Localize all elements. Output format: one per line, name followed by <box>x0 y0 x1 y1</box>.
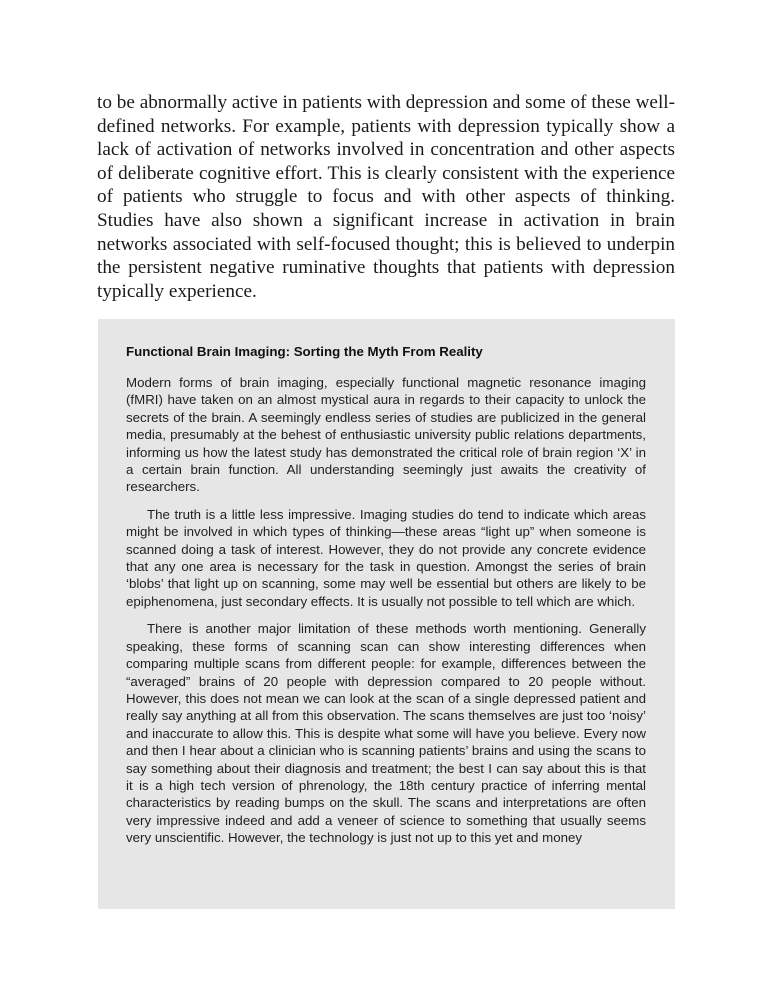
sidebar-paragraph-3: There is another major limitation of these methods worth mentioning. Generally speaking, these forms of scanning scan can show interesting differences when comparing multiple scans from different people: for example, differences between the “averaged” brains of 20 people with depression compared to 20 people without. However, this does not mean we can look at the scan of a single depressed patient and really say anything at all from this observation. The scans themselves are just too ‘noisy’ and inaccurate to allow this. This is despite what some will have you believe. Every now and then I hear about a clinician who is scanning patients’ brains and using the scans to say something about their diagnosis and treatment; the best I can say about this is that it is a high tech version of phrenology, the 18th century practice of inferring mental characteristics by reading bumps on the skull. The scans and interpretations are often very impressive indeed and add a veneer of science to something that usually seems very unscientific. However, the technology is just not up to this yet and money <box>126 621 646 846</box>
sidebar-title: Functional Brain Imaging: Sorting the Myth From Reality <box>126 344 483 359</box>
sidebar-box <box>98 319 675 909</box>
sidebar-paragraph-1: Modern forms of brain imaging, especially functional magnetic resonance imaging (fMRI) have taken on an almost mystical aura in regards to their capacity to unlock the secrets of the brain. A seemingly endless series of studies are publicized in the general media, presumably at the behest of enthusiastic university public relations departments, informing us how the latest study has demonstrated the critical role of brain region ‘X’ in a certain brain function. All understanding seemingly just awaits the creativity of researchers. <box>126 375 646 495</box>
body-paragraph: to be abnormally active in patients with depression and some of these well-defined networks. For example, patients with depression typically show a lack of activation of networks involved in concentration and other aspects of deliberate cognitive effort. This is clearly consistent with the experience of patients who struggle to focus and with other aspects of thinking. Studies have also shown a significant increase in activation in brain networks associated with self-focused thought; this is believed to underpin the persistent negative ruminative thoughts that patients with depression typically experience. <box>97 92 675 302</box>
sidebar-paragraph-2: The truth is a little less impressive. Imaging studies do tend to indicate which areas might be involved in which types of thinking—these areas “light up” when someone is scanned doing a task of interest. However, they do not provide any concrete evidence that any one area is necessary for the task in question. Amongst the series of brain ‘blobs’ that light up on scanning, some may well be essential but others are likely to be epiphenomena, just secondary effects. It is usually not possible to tell which are which. <box>126 506 646 609</box>
